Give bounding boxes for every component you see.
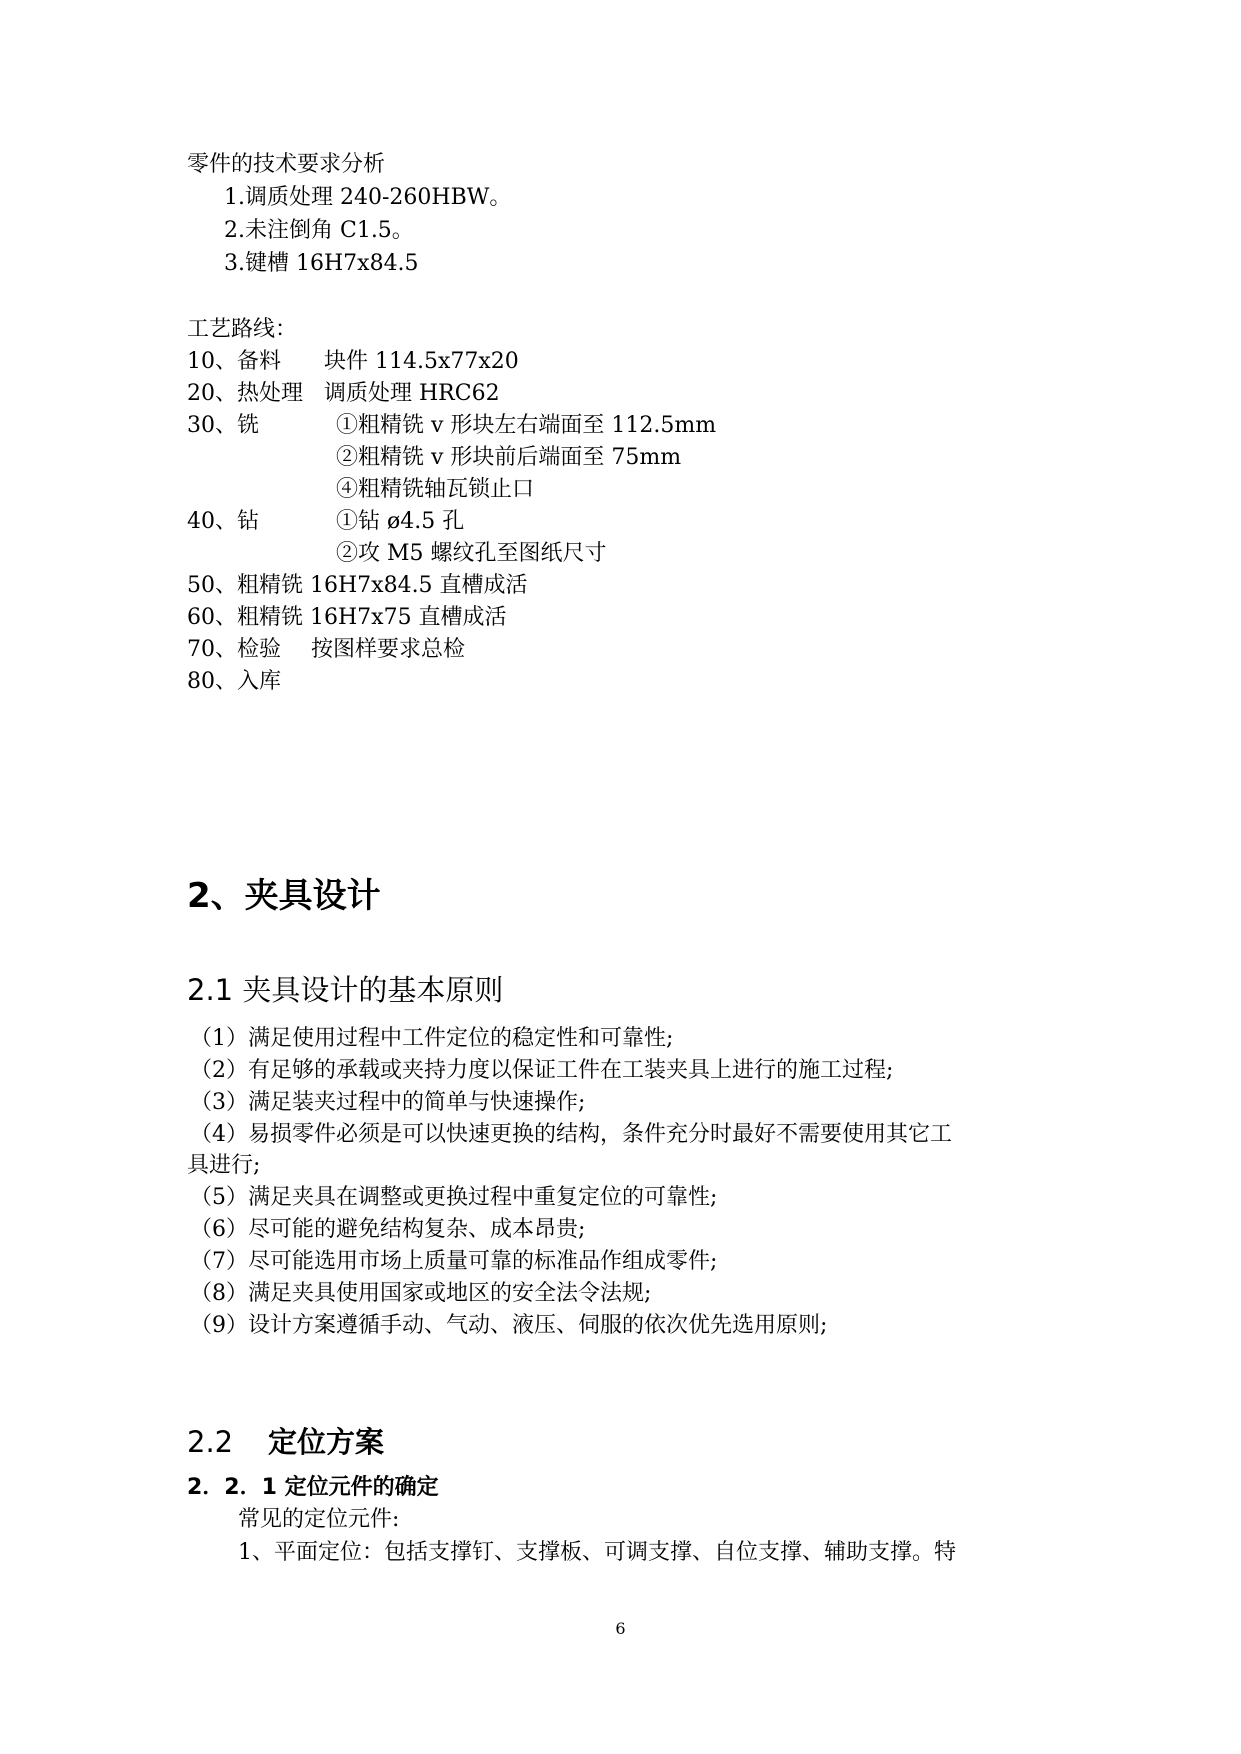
section-2-2-1-title: 2．2．1 定位元件的确定 [187,1475,439,1500]
principle-item-continuation: 具进行; [187,1153,261,1178]
principle-item: （5）满足夹具在调整或更换过程中重复定位的可靠性; [190,1185,718,1210]
process-route-heading: 工艺路线： [187,317,298,342]
section-2-2-1-paragraph: 1、平面定位：包括支撑钉、支撑板、可调支撑、自位支撑、辅助支撑。特 [238,1540,956,1565]
principle-item: （9）设计方案遵循手动、气动、液压、伺服的依次优先选用原则; [190,1313,828,1338]
principle-item: （1）满足使用过程中工件定位的稳定性和可靠性; [190,1026,674,1051]
process-step-description: 块件 114.5x77x20 [324,349,519,374]
tech-requirements-heading: 零件的技术要求分析 [187,152,386,177]
principle-item: （2）有足够的承载或夹持力度以保证工件在工装夹具上进行的施工过程; [190,1058,894,1083]
section-2-2-number: 2.2 [187,1425,234,1459]
tech-requirement-item: 1.调质处理 240-260HBW。 [224,185,512,210]
process-step-number: 80、入库 [187,669,281,694]
process-step-number: 60、粗精铣 16H7x75 直槽成活 [187,605,507,630]
process-step-description: 调质处理 HRC62 [324,381,500,406]
principle-item: （8）满足夹具使用国家或地区的安全法令法规; [190,1281,652,1306]
page-number: 6 [615,1619,626,1638]
process-step-description: 按图样要求总检 [311,637,466,662]
tech-requirement-item: 3.键槽 16H7x84.5 [224,251,419,276]
tech-requirement-item: 2.未注倒角 C1.5。 [224,218,414,243]
process-step-description: ①粗精铣 v 形块左右端面至 112.5mm [336,413,717,438]
process-step-number: 10、备料 [187,349,281,374]
process-step-number: 30、铣 [187,413,259,438]
principle-item: （7）尽可能选用市场上质量可靠的标准品作组成零件; [190,1249,718,1274]
process-step-number: 40、钻 [187,509,259,534]
process-step-description: ②攻 M5 螺纹孔至图纸尺寸 [336,541,607,566]
section-2-1-title: 2.1 夹具设计的基本原则 [187,973,504,1007]
process-step-number: 50、粗精铣 16H7x84.5 直槽成活 [187,573,528,598]
process-step-number: 20、热处理 [187,381,303,406]
process-step-description: ④粗精铣轴瓦锁止口 [336,477,535,502]
process-step-number: 70、检验 [187,637,281,662]
section-2-2-1-intro: 常见的定位元件: [238,1507,400,1532]
principle-item: （4）易损零件必须是可以快速更换的结构，条件充分时最好不需要使用其它工 [190,1122,952,1147]
process-step-description: ①钻 ø4.5 孔 [336,509,465,534]
principle-item: （3）满足装夹过程中的简单与快速操作; [190,1090,586,1115]
section-2-title: 2、夹具设计 [187,876,381,916]
principle-item: （6）尽可能的避免结构复杂、成本昂贵; [190,1217,586,1242]
section-2-2-title: 定位方案 [268,1425,385,1459]
process-step-description: ②粗精铣 v 形块前后端面至 75mm [336,445,682,470]
